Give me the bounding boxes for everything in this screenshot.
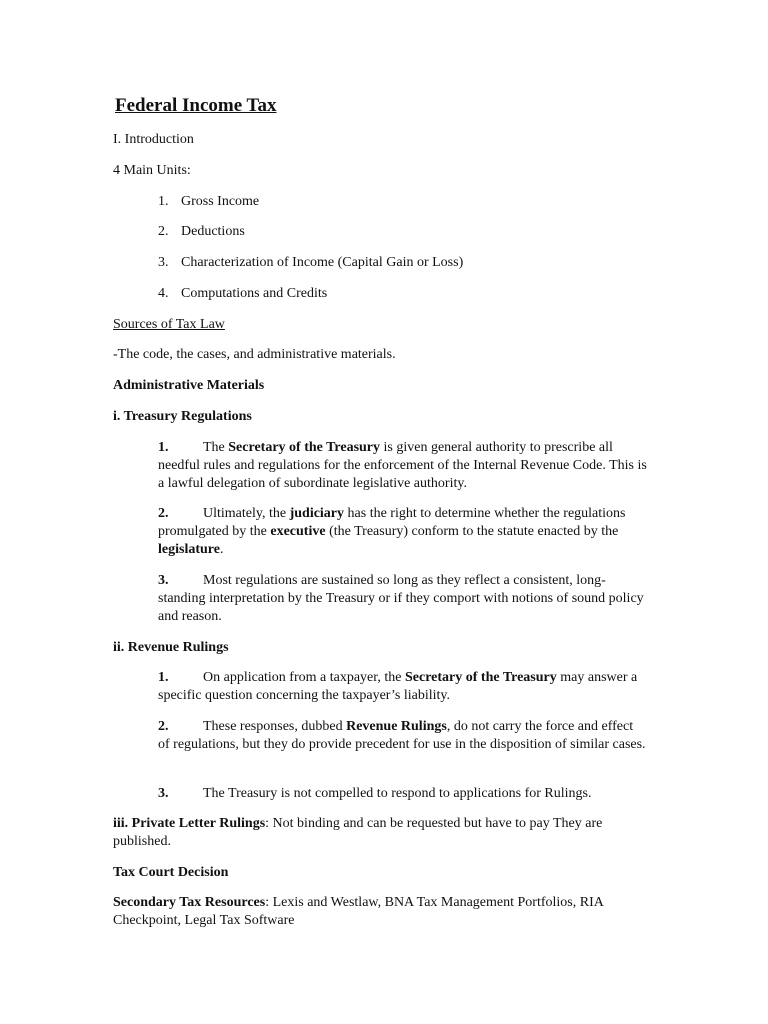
unit-number: 2. xyxy=(158,224,169,239)
item-number: 2. xyxy=(158,719,169,734)
main-units-label: 4 Main Units: xyxy=(113,163,191,178)
unit-text: Characterization of Income (Capital Gain or Loss) xyxy=(181,255,464,270)
tax-court-heading: Tax Court Decision xyxy=(113,865,229,880)
revenue-item-3 xyxy=(158,785,648,803)
unit-text: Computations and Credits xyxy=(181,286,328,301)
treasury-item-1 xyxy=(158,439,648,493)
treasury-heading: i. Treasury Regulations xyxy=(113,409,252,424)
item-number: 3. xyxy=(158,786,169,801)
treasury-item-2 xyxy=(158,505,648,559)
unit-text: Deductions xyxy=(181,224,245,239)
item-number: 1. xyxy=(158,440,169,455)
unit-number: 1. xyxy=(158,194,169,209)
unit-text: Gross Income xyxy=(181,194,260,209)
item-text-bold: Secretary of the Treasury xyxy=(404,670,557,685)
treasury-item-3 xyxy=(158,572,648,626)
item-text-pre: These responses, dubbed xyxy=(203,719,347,734)
item-number: 1. xyxy=(158,670,169,685)
item-text-pre: The xyxy=(203,440,229,455)
item-text: The Treasury is not compelled to respond to applications for Rulings. xyxy=(203,786,592,801)
item-text-bold: Revenue Rulings xyxy=(346,719,447,734)
unit-number: 4. xyxy=(158,286,169,301)
item-text-post: , do not carry the force and effect of regulations, but they do provide precedent for use in the disposition of similar cases. xyxy=(158,719,646,752)
revenue-item-1 xyxy=(158,669,648,705)
secondary-resources xyxy=(113,894,653,930)
sources-heading: Sources of Tax Law xyxy=(113,317,225,332)
item-text-bold: Secretary of the Treasury xyxy=(228,440,381,455)
item-text-pre: On application from a taxpayer, the xyxy=(203,670,405,685)
item-text-post: . xyxy=(219,542,224,557)
document-title: Federal Income Tax xyxy=(115,95,277,116)
item-text-bold-2: executive xyxy=(270,524,326,539)
item-number: 2. xyxy=(158,506,169,521)
secondary-heading: Secondary Tax Resources xyxy=(113,895,266,910)
unit-number: 3. xyxy=(158,255,169,270)
item-text-mid: has the right to determine whether the regulations promulgated by the xyxy=(158,506,626,539)
item-text-mid-2: (the Treasury) conform to the statute enacted by the xyxy=(325,524,619,539)
item-text-bold-3: legislature xyxy=(158,542,220,557)
plr-text: : Not binding and can be requested but have to pay They are published. xyxy=(113,816,603,849)
plr-heading: iii. Private Letter Rulings xyxy=(113,816,266,831)
private-letter-rulings xyxy=(113,815,653,851)
revenue-item-2 xyxy=(158,718,648,754)
item-text: Most regulations are sustained so long as they reflect a consistent, long-standing interpretation by the Treasury or if they comport with notions of sound policy and reason. xyxy=(158,573,644,624)
item-text-pre: Ultimately, the xyxy=(203,506,290,521)
item-text-bold: judiciary xyxy=(289,506,345,521)
secondary-text: : Lexis and Westlaw, BNA Tax Management Portfolios, RIA Checkpoint, Legal Tax Software xyxy=(113,895,604,928)
admin-heading: Administrative Materials xyxy=(113,378,265,393)
item-number: 3. xyxy=(158,573,169,588)
sources-text: -The code, the cases, and administrative materials. xyxy=(113,347,396,362)
intro-heading: I. Introduction xyxy=(113,132,194,147)
item-text-post: may answer a specific question concerning the taxpayer’s liability. xyxy=(158,670,638,703)
item-text-post: is given general authority to prescribe all needful rules and regulations for the enforcement of the Internal Revenue Code. This is a lawful delegation of subordinate legislative authority. xyxy=(158,440,647,491)
revenue-heading: ii. Revenue Rulings xyxy=(113,640,229,655)
